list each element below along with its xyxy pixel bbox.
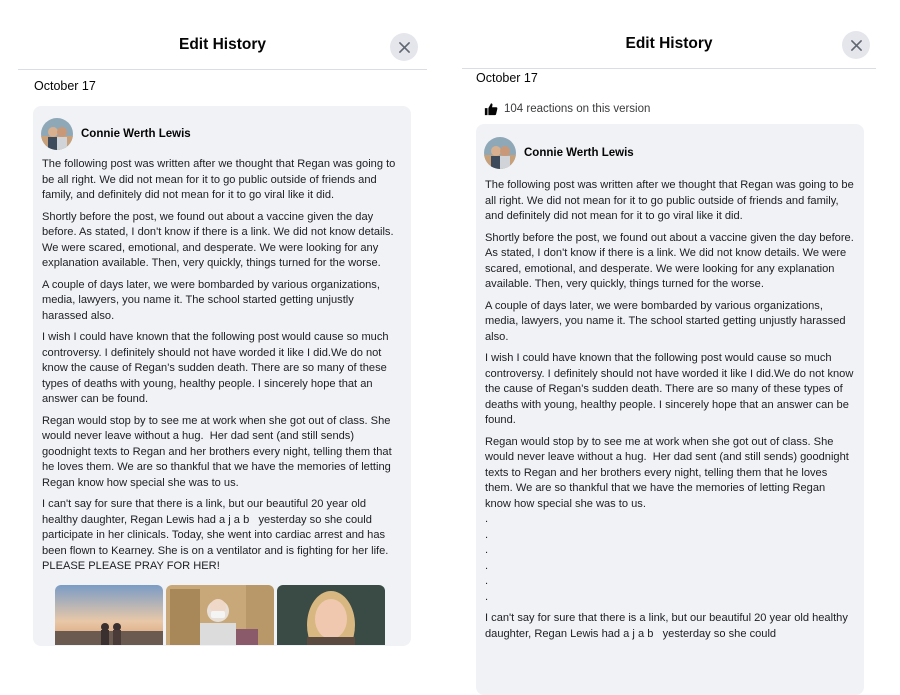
- version-date: October 17: [476, 71, 538, 85]
- post-paragraph: I wish I could have known that the following post would cause so much controversy. I definitely should not have worded it like I did.We do not know the cause of Regan's sudden death. There are so many of these types of deaths with young, healthy people. I sincerely hope that an answer can be found.: [485, 352, 857, 426]
- post-paragraph: A couple of days later, we were bombarded by various organizations, media, lawyers, you name it. The school started getting unjustly harassed also.: [42, 278, 384, 322]
- dot-line: .: [485, 544, 489, 556]
- post-paragraph: The following post was written after we thought that Regan was going to be all right. We did not mean for it to go public outside of friends and family, and definitely did not mean for it to go viral like it did.: [485, 179, 857, 222]
- post-text: [42, 157, 401, 575]
- close-icon: [399, 42, 410, 53]
- post-text: [485, 178, 857, 642]
- dialog-header: [18, 0, 427, 70]
- dot-line: .: [485, 590, 489, 603]
- close-button[interactable]: [842, 31, 870, 59]
- post-paragraph: Regan would stop by to see me at work when she got out of class. She would never leave without a hug. Her dad sent (and still sends) goodnight texts to Regan and her brothers every night, telling them that he loves them. We are so thankful that we have the memories of letting Regan know how special she was to us.: [42, 414, 395, 489]
- thumbs-up-icon: [484, 102, 498, 116]
- post-paragraph: The following post was written after we thought that Regan was going to be all right. We did not mean for it to go public outside of friends and family, and definitely did not mean for it to go viral like it did.: [42, 158, 399, 201]
- post-author: [484, 137, 864, 169]
- post-paragraph: A couple of days later, we were bombarded by various organizations, media, lawyers, you name it. The school started getting unjustly harassed also.: [485, 299, 849, 343]
- close-icon: [851, 40, 862, 51]
- dot-line: .: [485, 528, 489, 541]
- avatar[interactable]: [484, 137, 516, 169]
- dialog-title: Edit History: [179, 36, 266, 53]
- reactions-summary[interactable]: [484, 102, 650, 116]
- post-paragraph: I can't say for sure that there is a link, but our beautiful 20 year old healthy daughter, Regan Lewis had a j a b yesterday so she could: [485, 612, 851, 640]
- post-version-card: [33, 106, 411, 646]
- post-paragraph: I can't say for sure that there is a link, but our beautiful 20 year old healthy daughter, Regan Lewis had a j a b yesterday so she could participate in her clinicals. Today, she went into cardiac arrest and has been flown to Kearney. She is on a ventilator and is fighting for her life. PLEASE PLEASE PRAY FOR HER!: [42, 498, 392, 572]
- post-paragraph: Shortly before the post, we found out about a vaccine given the day before. As stated, I don't know if there is a link. We did not know details. We were scared, emotional, and desperate. We were looking for any explanation available. Then, very quickly, things turned for the worse.: [485, 231, 857, 290]
- photo-hospital[interactable]: [166, 585, 274, 645]
- version-date: October 17: [34, 79, 96, 93]
- author-name[interactable]: Connie Werth Lewis: [524, 147, 634, 159]
- post-version-card: [476, 124, 864, 695]
- edit-history-dialog-left: [18, 0, 427, 695]
- post-paragraph: I wish I could have known that the following post would cause so much controversy. I definitely should not have worded it like I did.We do not know the cause of Regan's sudden death. There are so many of these types of deaths with young, healthy people. I sincerely hope that an answer can be found.: [42, 331, 392, 405]
- post-paragraph: Regan would stop by to see me at work when she got out of class. She would never leave without a hug. Her dad sent (and still sends) goodnight texts to Regan and her brothers every night, telling them that he loves them. We are so thankful that we have the memories of letting Regan know how special she was to us.: [485, 435, 852, 510]
- dot-line: .: [485, 513, 489, 525]
- photo-sunset[interactable]: [55, 585, 163, 645]
- post-author: [41, 118, 411, 150]
- dialog-title: Edit History: [625, 35, 713, 52]
- dot-line: .: [485, 575, 489, 587]
- edit-history-dialog-right: [462, 0, 876, 695]
- reactions-count-label: 104 reactions on this version: [504, 103, 651, 115]
- close-button[interactable]: [390, 33, 418, 61]
- dialog-header: [462, 0, 876, 69]
- photo-portrait[interactable]: [277, 585, 385, 645]
- dot-line: .: [485, 559, 489, 572]
- photo-row: [55, 585, 411, 645]
- author-name[interactable]: Connie Werth Lewis: [81, 128, 191, 140]
- avatar[interactable]: [41, 118, 73, 150]
- post-paragraph: Shortly before the post, we found out about a vaccine given the day before. As stated, I don't know if there is a link. We did not know details. We were scared, emotional, and desperate. We were looking for any explanation available. Then, very quickly, things turned for the worse.: [42, 210, 397, 269]
